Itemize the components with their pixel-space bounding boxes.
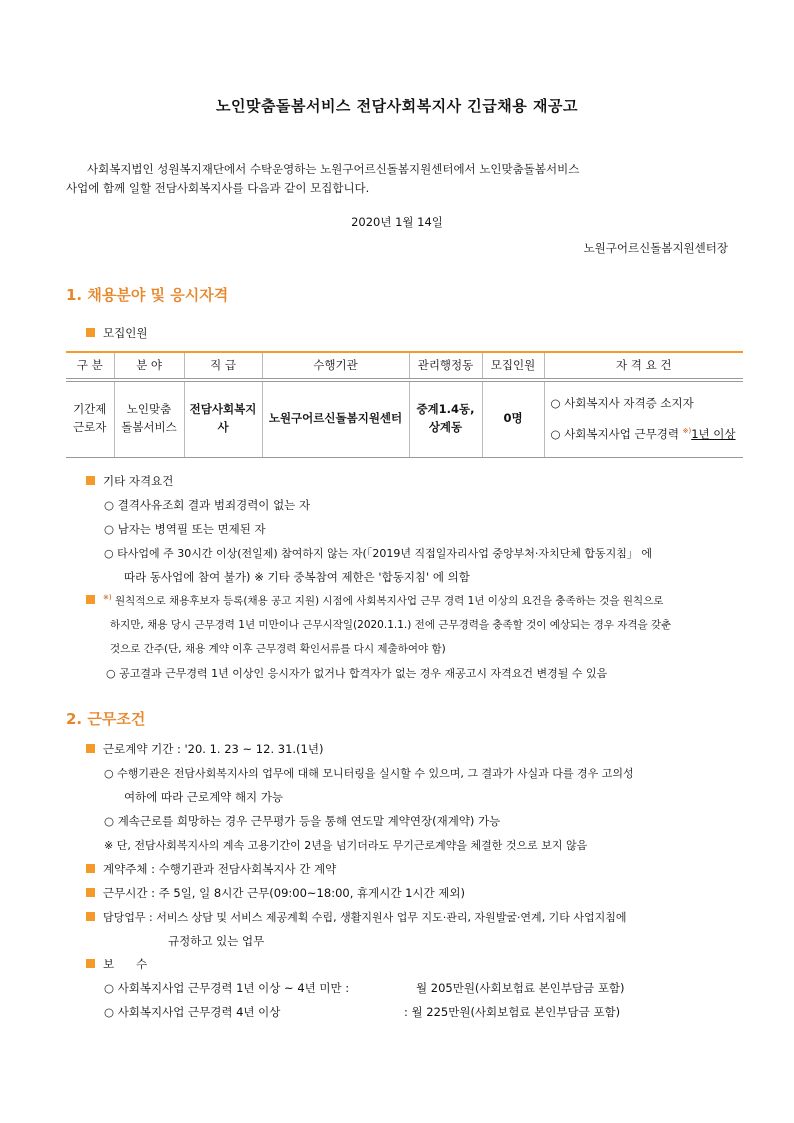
section2-heading: 2. 근무조건 [66, 710, 146, 728]
cell-agency: 노원구어르신돌봄지원센터 [262, 381, 409, 457]
cell-position: 전담사회복지사 [184, 381, 262, 457]
cell-type: 기간제 근로자 [66, 381, 114, 457]
orange-square-icon [86, 864, 95, 873]
orange-square-icon [86, 888, 95, 897]
header-type: 구 분 [66, 352, 114, 378]
other-requirements-label: 기타 자격요건 [86, 473, 173, 489]
header-position: 직 급 [184, 352, 262, 378]
organization-signature: 노원구어르신돌봄지원센터장 [583, 241, 728, 255]
header-field: 분 야 [114, 352, 184, 378]
contract-party: 계약주체 : 수행기관과 전담사회복지사 간 계약 [86, 861, 336, 877]
table-header-row [66, 352, 743, 378]
list-item: ○ 타사업에 주 30시간 이상(전일제) 참여하지 않는 자(「2019년 직접일자리사업 중앙부처·자치단체 합동지침」 에 [104, 547, 652, 560]
experience-note-line: 것으로 간주(단, 채용 계약 이후 근무경력 확인서류를 다시 제출하여야 함) [110, 643, 446, 655]
orange-square-icon [86, 476, 95, 485]
orange-square-icon [86, 912, 95, 921]
contract-period: 근로계약 기간 : '20. 1. 23 ~ 12. 31.(1년) [86, 741, 323, 757]
intro-line-1: 사회복지법인 성원복지재단에서 수탁운영하는 노원구어르신돌봄지원센터에서 노인맞춤돌봄서비스 [87, 162, 580, 176]
section1-heading: 1. 채용분야 및 응시자격 [66, 286, 229, 304]
cell-district: 중계1.4동, 상계동 [409, 381, 482, 457]
recruitment-table [66, 351, 743, 458]
orange-square-icon [86, 959, 95, 968]
cell-qualification: ○ 사회복지사 자격증 소지자 ○ 사회복지사업 근무경력 ※)1년 이상 [544, 381, 743, 457]
readvertise-note: ○ 공고결과 근무경력 1년 이상인 응시자가 없거나 합격자가 없는 경우 재공고시 자격요건 변경될 수 있음 [106, 667, 608, 680]
list-item: ○ 남자는 병역필 또는 면제된 자 [104, 522, 266, 536]
list-item: ※ 단, 전담사회복지사의 계속 고용기간이 2년을 넘기더라도 무기근로계약을 체결한 것으로 보지 않음 [104, 839, 588, 852]
orange-square-icon [86, 328, 95, 337]
header-count: 모집인원 [482, 352, 544, 378]
cell-count: 0명 [482, 381, 544, 457]
list-item-continued: 여하에 따라 근로계약 해지 가능 [124, 790, 284, 804]
duties-continued: 규정하고 있는 업무 [168, 934, 265, 948]
list-item: ○ 결격사유조회 결과 범죄경력이 없는 자 [104, 498, 311, 512]
recruit-label: 모집인원 [86, 325, 147, 341]
table-row [66, 381, 743, 457]
list-item: ○ 수행기관은 전담사회복지사의 업무에 대해 모니터링을 실시할 수 있으며, 그 결과가 사실과 다를 경우 고의성 [104, 767, 634, 780]
page-title: 노인맞춤돌봄서비스 전담사회복지사 긴급채용 재공고 [216, 97, 578, 115]
intro-line-2: 사업에 함께 일할 전담사회복지사를 다음과 같이 모집합니다. [66, 181, 370, 195]
orange-square-icon [86, 744, 95, 753]
header-district: 관리행정동 [409, 352, 482, 378]
list-item: ○ 계속근로를 희망하는 경우 근무평가 등을 통해 연도말 계약연장(재계약) 가능 [104, 814, 501, 828]
experience-note: ※) 원칙적으로 채용후보자 등록(채용 공고 지원) 시점에 사회복지사업 근무 경력 1년 이상의 요건을 충족하는 것을 원칙으로 [86, 593, 663, 608]
experience-note-line: 하지만, 채용 당시 근무경력 1년 미만이나 근무시작일(2020.1.1.) 전에 근무경력을 충족할 것이 예상되는 경우 자격을 갖춘 [110, 619, 672, 631]
header-agency: 수행기관 [262, 352, 409, 378]
list-item-continued: 따라 동사업에 참여 불가) ※ 기타 중복참여 제한은 '합동지침' 에 의함 [124, 570, 470, 584]
pay-item-1-value: 월 205만원(사회보험료 본인부담금 포함) [416, 981, 625, 995]
header-qualification: 자 격 요 건 [544, 352, 743, 378]
cell-field: 노인맞춤 돌봄서비스 [114, 381, 184, 457]
pay-item-1-label: ○ 사회복지사업 근무경력 1년 이상 ~ 4년 미만 : [104, 981, 350, 995]
working-hours: 근무시간 : 주 5일, 일 8시간 근무(09:00~18:00, 휴게시간 1시간 제외) [86, 885, 465, 901]
pay-label: 보 수 [86, 956, 147, 972]
orange-square-icon [86, 595, 95, 604]
pay-item-2-label: ○ 사회복지사업 근무경력 4년 이상 [104, 1005, 281, 1019]
announcement-date: 2020년 1월 14일 [351, 215, 443, 229]
pay-item-2-value: : 월 225만원(사회보험료 본인부담금 포함) [404, 1005, 621, 1019]
duties: 담당업무 : 서비스 상담 및 서비스 제공계획 수립, 생활지원사 업무 지도·관리, 자원발굴·연계, 기타 사업지침에 [86, 909, 627, 925]
